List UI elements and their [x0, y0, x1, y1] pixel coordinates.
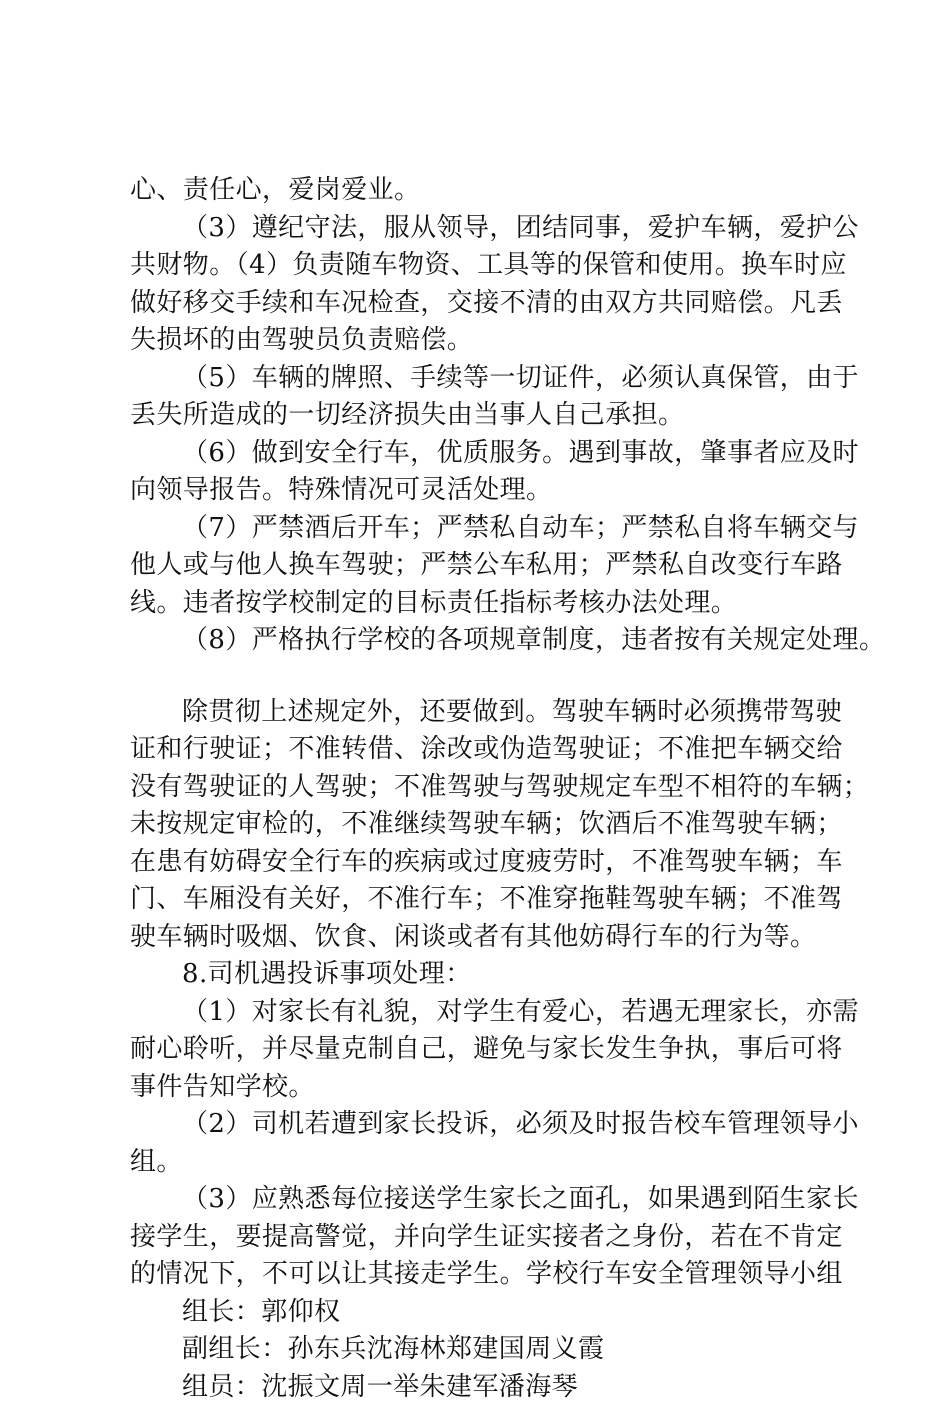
text-line: 共财物。（4）负责随车物资、工具等的保管和使用。换车时应: [130, 247, 850, 285]
text-line: 的情况下，不可以让其接走学生。学校行车安全管理领导小组: [130, 1256, 850, 1294]
leader-line: 组长：郭仰权: [130, 1294, 850, 1332]
text-line: 接学生，要提高警觉，并向学生证实接者之身份，若在不肯定: [130, 1219, 850, 1257]
text-line: 事件告知学校。: [130, 1069, 850, 1107]
deputy-leader-line: 副组长：孙东兵沈海林郑建国周义霞: [130, 1331, 850, 1369]
text-line: 证和行驶证；不准转借、涂改或伪造驾驶证；不准把车辆交给: [130, 731, 850, 769]
list-item-5: （5）车辆的牌照、手续等一切证件，必须认真保管，由于: [130, 360, 850, 398]
paragraph-start: 除贯彻上述规定外，还要做到。驾驶车辆时必须携带驾驶: [130, 694, 850, 732]
text-line: 门、车厢没有关好，不准行车；不准穿拖鞋驾驶车辆；不准驾: [130, 881, 850, 919]
paragraph-gap: [130, 660, 850, 694]
text-line: 在患有妨碍安全行车的疾病或过度疲劳时，不准驾驶车辆；车: [130, 844, 850, 882]
text-line: 做好移交手续和车况检查，交接不清的由双方共同赔偿。凡丢: [130, 285, 850, 323]
text-line: 线。违者按学校制定的目标责任指标考核办法处理。: [130, 585, 850, 623]
document-body: [130, 172, 850, 1406]
text-line: 驶车辆时吸烟、饮食、闲谈或者有其他妨碍行车的行为等。: [130, 919, 850, 957]
text-line: 组。: [130, 1144, 850, 1182]
list-item-6: （6）做到安全行车，优质服务。遇到事故，肇事者应及时: [130, 435, 850, 473]
text-line: 失损坏的由驾驶员负责赔偿。: [130, 322, 850, 360]
text-line: 未按规定审检的，不准继续驾驶车辆；饮酒后不准驾驶车辆；: [130, 806, 850, 844]
section-heading: 8.司机遇投诉事项处理：: [130, 956, 850, 994]
text-line: 耐心聆听，并尽量克制自己，避免与家长发生争执，事后可将: [130, 1031, 850, 1069]
text-line: 没有驾驶证的人驾驶；不准驾驶与驾驶规定车型不相符的车辆；: [130, 769, 850, 807]
list-item-8: （8）严格执行学校的各项规章制度，违者按有关规定处理。: [130, 622, 850, 660]
list-item-1: （1）对家长有礼貌，对学生有爱心，若遇无理家长，亦需: [130, 994, 850, 1032]
list-item-2: （2）司机若遭到家长投诉，必须及时报告校车管理领导小: [130, 1106, 850, 1144]
members-line: 组员：沈振文周一举朱建军潘海琴: [130, 1369, 850, 1406]
text-line: 丢失所造成的一切经济损失由当事人自己承担。: [130, 397, 850, 435]
list-item-3b: （3）应熟悉每位接送学生家长之面孔，如果遇到陌生家长: [130, 1181, 850, 1219]
list-item-3: （3）遵纪守法，服从领导，团结同事，爱护车辆，爱护公: [130, 210, 850, 248]
text-line: 他人或与他人换车驾驶；严禁公车私用；严禁私自改变行车路: [130, 547, 850, 585]
list-item-7: （7）严禁酒后开车；严禁私自动车；严禁私自将车辆交与: [130, 510, 850, 548]
text-line: 心、责任心，爱岗爱业。: [130, 172, 850, 210]
text-line: 向领导报告。特殊情况可灵活处理。: [130, 472, 850, 510]
